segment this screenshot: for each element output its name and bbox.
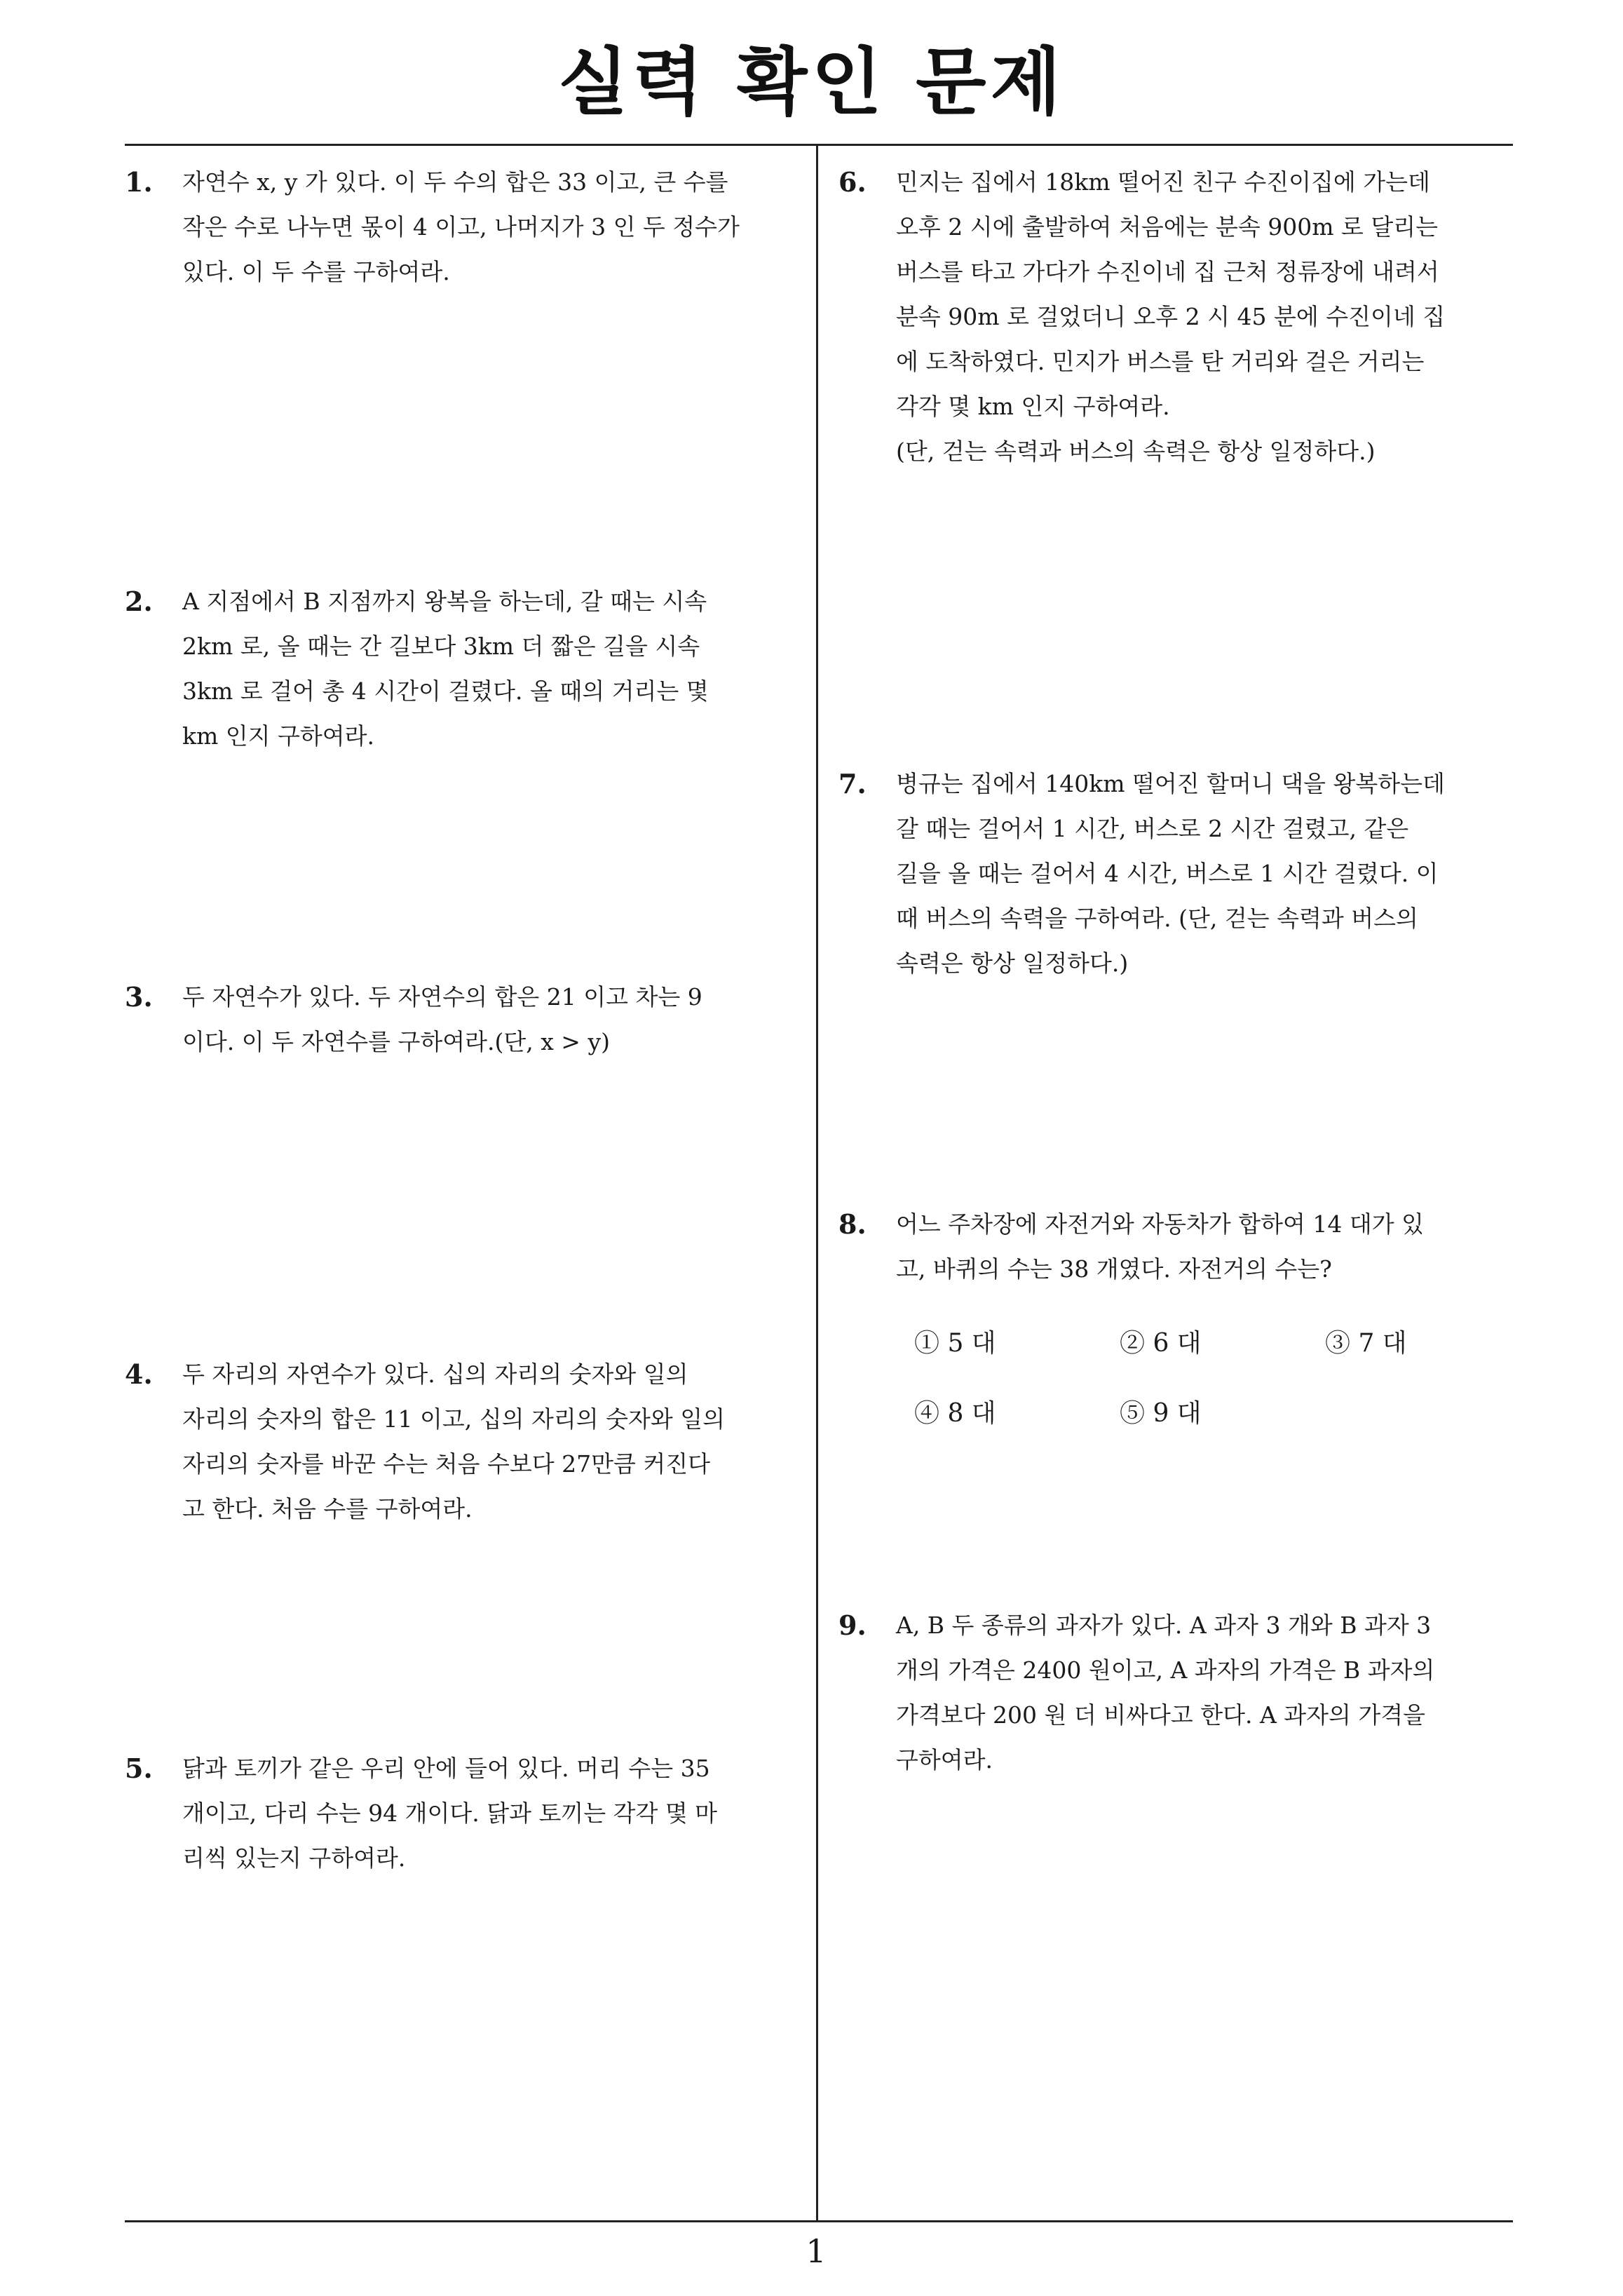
problem-number: 9. bbox=[838, 1609, 867, 1641]
choice-5[interactable]: ⑤ 9 대 bbox=[1120, 1399, 1202, 1428]
problem-number: 2. bbox=[125, 586, 153, 617]
bottom-rule bbox=[125, 2220, 1513, 2222]
problem-7 bbox=[838, 762, 1547, 986]
choice-3[interactable]: ③ 7 대 bbox=[1325, 1329, 1407, 1358]
answer-choices bbox=[914, 1323, 1531, 1463]
problem-text: 자연수 x, y 가 있다. 이 두 수의 합은 33 이고, 큰 수를 작은 수로 나누면 몫이 4 이고, 나머지가 3 인 두 정수가 있다. 이 두 수를 구하여라. bbox=[182, 168, 740, 285]
problem-number: 1. bbox=[125, 166, 153, 198]
problem-text: 병규는 집에서 140km 떨어진 할머니 댁을 왕복하는데 갈 때는 걸어서 1 시간, 버스로 2 시간 걸렸고, 같은 길을 올 때는 걸어서 4 시간, 버스로 1 시간 걸렸다. 이 때 버스의 속력을 구하여라. (단, 걷는 속력과 버스의 속력은 항상 일정하다.) bbox=[896, 770, 1445, 977]
problem-1 bbox=[125, 160, 833, 295]
problem-number: 7. bbox=[838, 768, 867, 799]
problem-text: 두 자연수가 있다. 두 자연수의 합은 21 이고 차는 9 이다. 이 두 자연수를 구하여라.(단, x > y) bbox=[182, 983, 702, 1055]
column-divider bbox=[816, 144, 818, 2222]
problem-text: A 지점에서 B 지점까지 왕복을 하는데, 갈 때는 시속 2km 로, 올 때는 간 길보다 3km 더 짧은 길을 시속 3km 로 걸어 총 4 시간이 걸렸다. 올 때의 거리는 몇 km 인지 구하여라. bbox=[182, 588, 709, 750]
problem-text: A, B 두 종류의 과자가 있다. A 과자 3 개와 B 과자 3 개의 가격은 2400 원이고, A 과자의 가격은 B 과자의 가격보다 200 원 더 비싸다고 한다. A 과자의 가격을 구하여라. bbox=[896, 1612, 1435, 1774]
problem-text: 두 자리의 자연수가 있다. 십의 자리의 숫자와 일의 자리의 숫자의 합은 11 이고, 십의 자리의 숫자와 일의 자리의 숫자를 바꾼 수는 처음 수보다 27만큼 커진다 고 한다. 처음 수를 구하여라. bbox=[182, 1360, 725, 1522]
page-title: 실력 확인 문제 bbox=[557, 39, 1066, 125]
choice-row bbox=[914, 1323, 1531, 1393]
page-number: 1 bbox=[806, 2232, 827, 2270]
problem-number: 6. bbox=[838, 166, 867, 198]
problem-2 bbox=[125, 579, 833, 759]
top-rule bbox=[125, 144, 1513, 146]
problem-6 bbox=[838, 160, 1547, 474]
choice-4[interactable]: ④ 8 대 bbox=[914, 1399, 996, 1428]
problem-number: 8. bbox=[838, 1208, 867, 1240]
problem-3 bbox=[125, 975, 833, 1065]
choice-1[interactable]: ① 5 대 bbox=[914, 1329, 996, 1358]
problem-8 bbox=[838, 1202, 1547, 1463]
problem-text: 어느 주차장에 자전거와 자동차가 합하여 14 대가 있 고, 바퀴의 수는 38 개였다. 자전거의 수는? bbox=[896, 1210, 1424, 1283]
choice-row bbox=[914, 1393, 1531, 1463]
problem-text: 민지는 집에서 18km 떨어진 친구 수진이집에 가는데 오후 2 시에 출발하여 처음에는 분속 900m 로 달리는 버스를 타고 가다가 수진이네 집 근처 정류장에 내려서 분속 90m 로 걸었더니 오후 2 시 45 분에 수진이네 집 에 도착하였다. 민지가 버스를 탄 거리와 걸은 거리는 각각 몇 km 인지 구하여라. (단, 걷는 속력과 버스의 속력은 항상 일정하다.) bbox=[896, 168, 1446, 465]
problem-number: 4. bbox=[125, 1358, 153, 1390]
problem-9 bbox=[838, 1603, 1547, 1783]
choice-2[interactable]: ② 6 대 bbox=[1120, 1329, 1202, 1358]
problem-text: 닭과 토끼가 같은 우리 안에 들어 있다. 머리 수는 35 개이고, 다리 수는 94 개이다. 닭과 토끼는 각각 몇 마 리씩 있는지 구하여라. bbox=[182, 1755, 718, 1872]
problem-4 bbox=[125, 1352, 833, 1532]
problem-5 bbox=[125, 1746, 833, 1881]
problem-number: 3. bbox=[125, 981, 153, 1013]
problem-number: 5. bbox=[125, 1753, 153, 1784]
